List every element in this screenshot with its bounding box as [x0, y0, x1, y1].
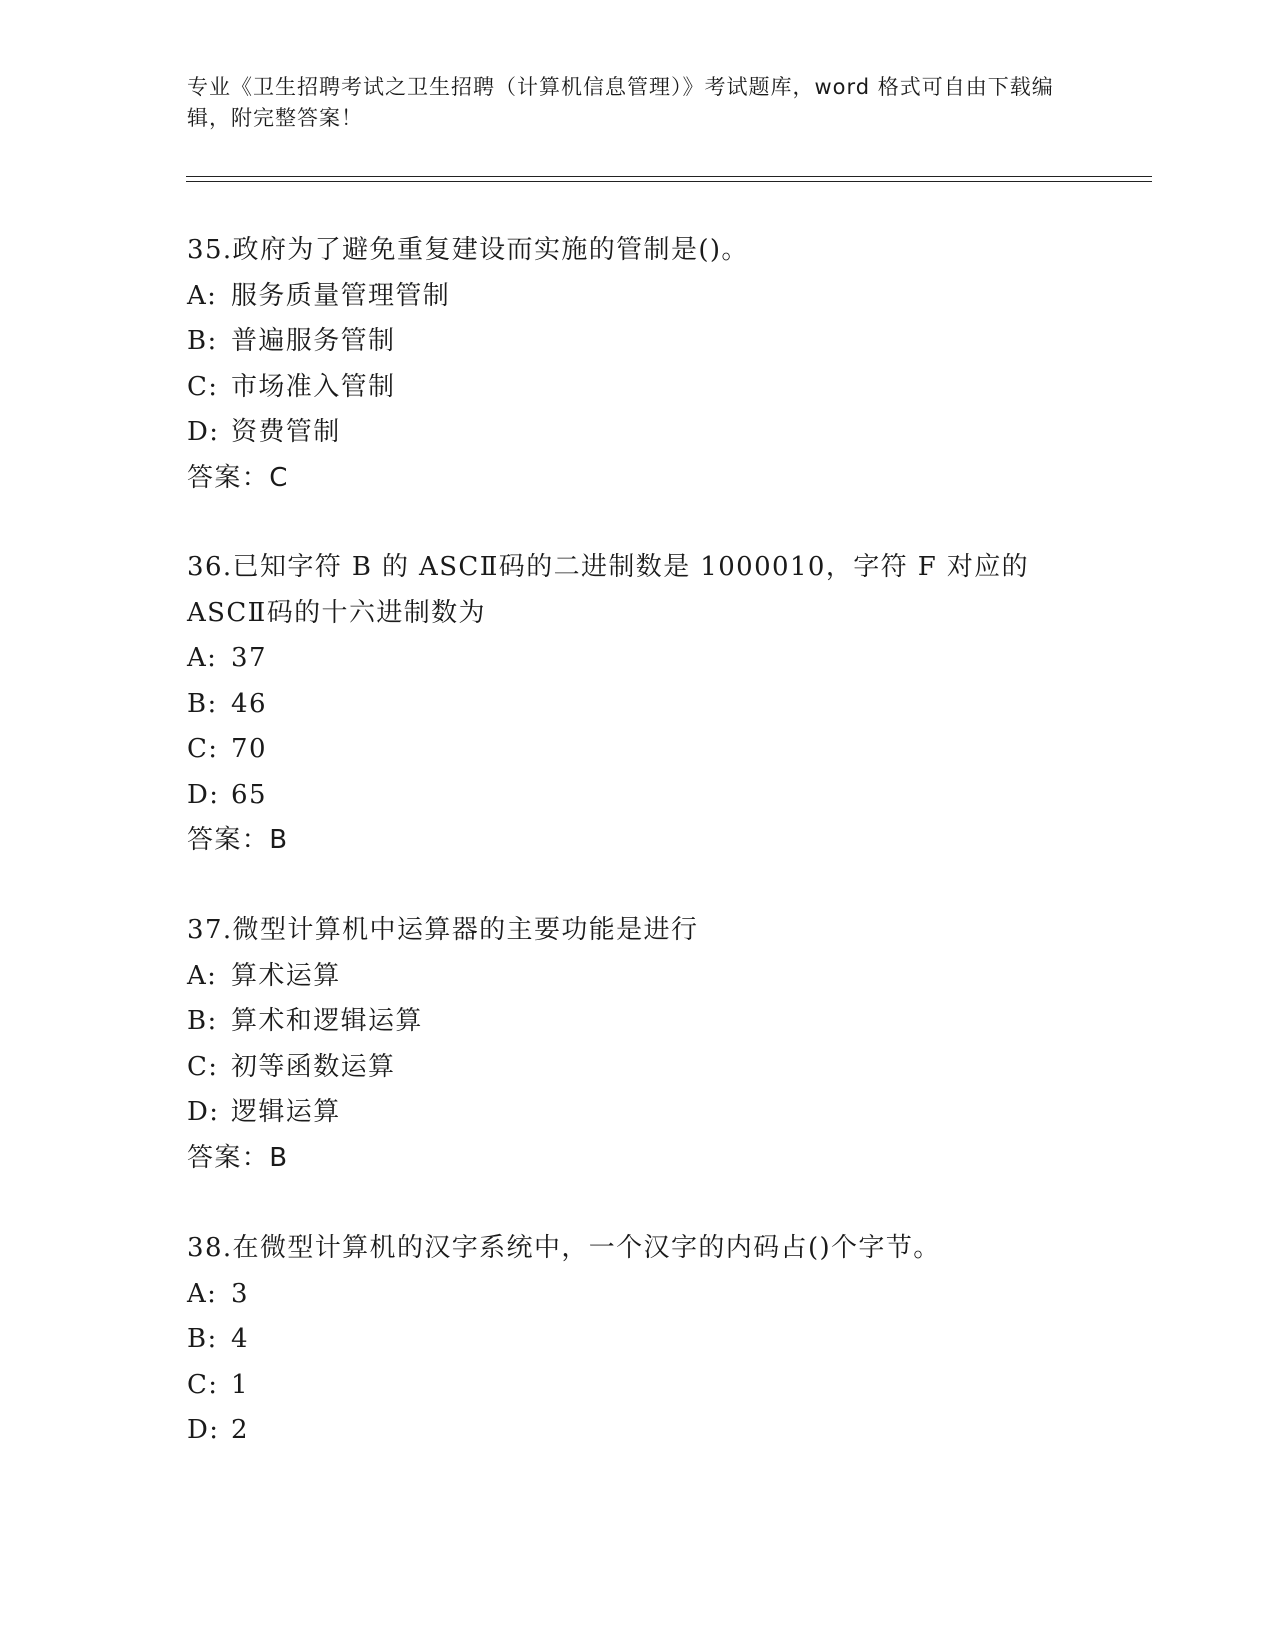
option-a — [187, 954, 1107, 1000]
option-key: B: — [187, 1006, 218, 1036]
option-text: 65 — [231, 779, 267, 810]
option-c — [187, 1363, 1107, 1409]
option-d — [187, 1090, 1107, 1136]
option-c — [187, 727, 1107, 773]
question-stem: 35.政府为了避免重复建设而实施的管制是()。 — [187, 235, 749, 265]
question-stem: 37.微型计算机中运算器的主要功能是进行 — [187, 915, 699, 945]
option-key: C: — [187, 1369, 219, 1400]
option-b — [187, 999, 1107, 1045]
question-38 — [187, 1226, 1107, 1454]
answer: 答案：B — [187, 1142, 289, 1173]
option-text: 2 — [231, 1415, 249, 1445]
option-c — [187, 365, 1107, 411]
option-key: B: — [187, 326, 218, 356]
option-a — [187, 274, 1107, 320]
option-key: B: — [187, 688, 218, 719]
option-text: 4 — [231, 1324, 249, 1354]
header-divider-bottom — [186, 181, 1152, 182]
option-key: C: — [187, 734, 219, 764]
question-35 — [187, 228, 1107, 501]
option-key: D: — [187, 779, 220, 810]
option-b — [187, 319, 1107, 365]
option-b — [187, 682, 1107, 728]
option-text: 普遍服务管制 — [231, 326, 396, 356]
answer: 答案：B — [187, 825, 289, 855]
option-key: A: — [187, 280, 218, 311]
option-key: B: — [187, 1324, 218, 1354]
option-text: 37 — [231, 643, 267, 673]
option-key: D: — [187, 1097, 220, 1127]
option-text: 算术运算 — [231, 960, 341, 991]
option-d — [187, 1408, 1107, 1454]
option-d — [187, 410, 1107, 456]
option-text: 资费管制 — [231, 417, 341, 447]
option-key: C: — [187, 371, 219, 402]
question-stem: 36.已知字符 B 的 ASCⅡ码的二进制数是 1000010，字符 F 对应的 ASCⅡ码的十六进制数为 — [187, 552, 1030, 628]
option-d — [187, 773, 1107, 819]
option-text: 市场准入管制 — [231, 371, 396, 402]
option-b — [187, 1317, 1107, 1363]
header-divider-top — [186, 176, 1152, 177]
question-36 — [187, 545, 1107, 864]
option-a — [187, 1272, 1107, 1318]
option-key: A: — [187, 960, 218, 991]
option-key: A: — [187, 643, 218, 673]
answer: 答案：C — [187, 462, 289, 493]
option-text: 1 — [231, 1369, 249, 1400]
option-text: 初等函数运算 — [231, 1051, 396, 1082]
option-text: 3 — [231, 1278, 249, 1309]
option-a — [187, 636, 1107, 682]
option-key: C: — [187, 1051, 219, 1082]
option-c — [187, 1045, 1107, 1091]
option-key: A: — [187, 1278, 218, 1309]
option-text: 逻辑运算 — [231, 1097, 341, 1127]
option-text: 70 — [231, 734, 267, 764]
option-text: 46 — [231, 688, 267, 719]
question-37 — [187, 908, 1107, 1181]
option-text: 服务质量管理管制 — [231, 280, 451, 311]
option-key: D: — [187, 417, 220, 447]
document-header: 专业《卫生招聘考试之卫生招聘（计算机信息管理）》考试题库，word 格式可自由下载编辑，附完整答案！ — [187, 75, 1054, 130]
option-key: D: — [187, 1415, 220, 1445]
option-text: 算术和逻辑运算 — [231, 1006, 423, 1036]
question-stem: 38.在微型计算机的汉字系统中，一个汉字的内码占()个字节。 — [187, 1233, 941, 1263]
